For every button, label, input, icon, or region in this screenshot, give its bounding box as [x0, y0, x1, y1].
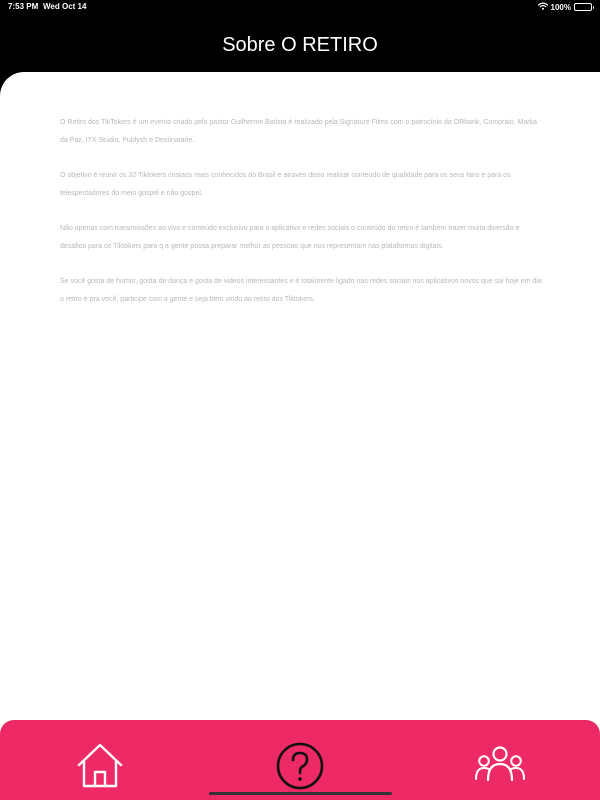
about-paragraph: O Retiro dos TikTokers é um evento criado pelo pastor Guilherme Batista é realizado pela Signature Films com o patrocínio da ORbank, Compraio, Marka da Paz, ITX Studio, Publysh e Destinatarie. [60, 119, 537, 144]
battery-icon [574, 3, 592, 11]
tab-about[interactable] [200, 720, 400, 800]
tab-people[interactable] [400, 720, 600, 800]
about-paragraph: Se você gosta de humor, gosta de dança e gosta de videos interessantes e é totalmente ligado nas redes sociais nos aplicativos novos que sai hoje em dia o retiro é pra você, participe com a gente e seja bem vindo ao retiro dos Tiktokers. [60, 278, 542, 303]
about-text [60, 114, 544, 326]
tab-bar [0, 720, 600, 800]
status-indicators [538, 2, 592, 12]
question-icon [276, 742, 324, 790]
about-paragraph: Não apenas com transmissões ao vivo e conteúdo exclusivo para o aplicativo e redes sociais o conteúdo do retiro é também trazer muita diversão e desafios para os Tiktokers para q a gente possa preparar melhor as pessoas que nos representam nas plataformas digitais. [60, 225, 520, 250]
status-time: 7:53 PM [8, 2, 39, 11]
group-icon [475, 746, 525, 784]
wifi-icon [538, 2, 548, 12]
tab-home[interactable] [0, 720, 200, 800]
battery-percentage: 100% [550, 2, 571, 12]
page-title: Sobre O RETIRO [222, 33, 378, 56]
content-card [0, 72, 600, 800]
home-icon [76, 742, 124, 788]
home-indicator[interactable] [209, 792, 392, 795]
header [0, 14, 600, 72]
status-bar [0, 0, 600, 14]
about-paragraph: O objetivo é reunir os 32 Tiktokers cristaos mais conhecidos do Brasil e através disso realizar conteúdo de qualidade para os seus fans e para os telespectadores do meio gospel e não gospel. [60, 172, 511, 197]
status-date: Wed Oct 14 [43, 2, 87, 11]
